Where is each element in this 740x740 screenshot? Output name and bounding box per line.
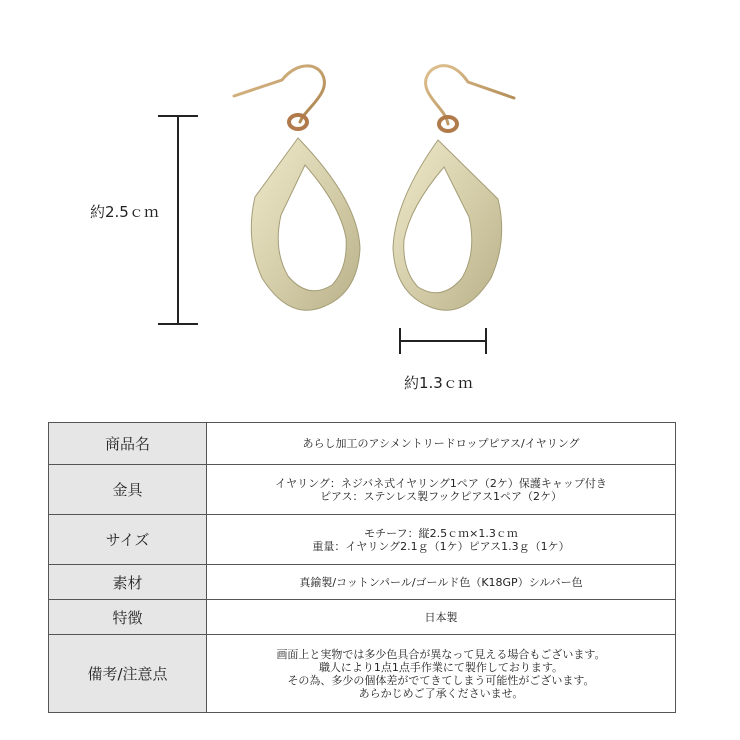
spec-label: サイズ [49,515,207,565]
spec-value-line: あらかじめご了承くださいませ。 [358,686,524,700]
spec-row [49,635,676,713]
spec-row [49,465,676,515]
spec-value [207,515,676,565]
right-hook [426,66,514,124]
right-drop [393,140,502,310]
left-jump-ring [289,115,307,129]
spec-row [49,565,676,600]
right-earring [393,66,514,311]
spec-value [207,565,676,600]
spec-label: 備考/注意点 [49,635,207,713]
spec-value-line: 画面上と実物では多少色具合が異なって見える場合もございます。 [276,647,606,661]
spec-value-line: 重量：イヤリング2.1ｇ（1ケ）ピアス1.3ｇ（1ケ） [312,539,570,553]
spec-value-line: イヤリング：ネジバネ式イヤリング1ペア（2ケ）保護キャップ付き [275,476,607,490]
spec-value-line: その為、多少の個体差がでてきてしまう可能性がございます。 [287,673,595,687]
spec-value [207,465,676,515]
spec-value [207,423,676,465]
spec-label: 素材 [49,565,207,600]
spec-value-line: 真鍮製/コットンパール/ゴールド色（K18GP）シルバー色 [299,575,583,589]
spec-value-line: あらし加工のアシメントリードロップピアス/イヤリング [302,437,580,450]
spec-row [49,423,676,465]
spec-label: 金具 [49,465,207,515]
spec-value [207,600,676,635]
width-label: 約1.3ｃｍ [404,374,473,392]
spec-value [207,635,676,713]
spec-value-line: 職人により1点1点手作業にて製作しております。 [318,660,564,674]
height-dimension-guide [158,116,198,324]
spec-label: 特徴 [49,600,207,635]
spec-row [49,515,676,565]
height-label: 約2.5ｃｍ [90,203,159,221]
left-earring [234,66,360,310]
left-hook [234,66,324,122]
spec-row [49,600,676,635]
spec-label: 商品名 [49,423,207,465]
left-drop [251,138,360,310]
spec-value-line: モチーフ：縦2.5ｃｍ×1.3ｃｍ [364,526,518,540]
spec-value-line: ピアス：ステンレス製フックピアス1ペア（2ケ） [320,489,562,503]
width-dimension-guide [400,328,486,354]
spec-value-line: 日本製 [424,610,458,624]
spec-table [48,422,676,713]
